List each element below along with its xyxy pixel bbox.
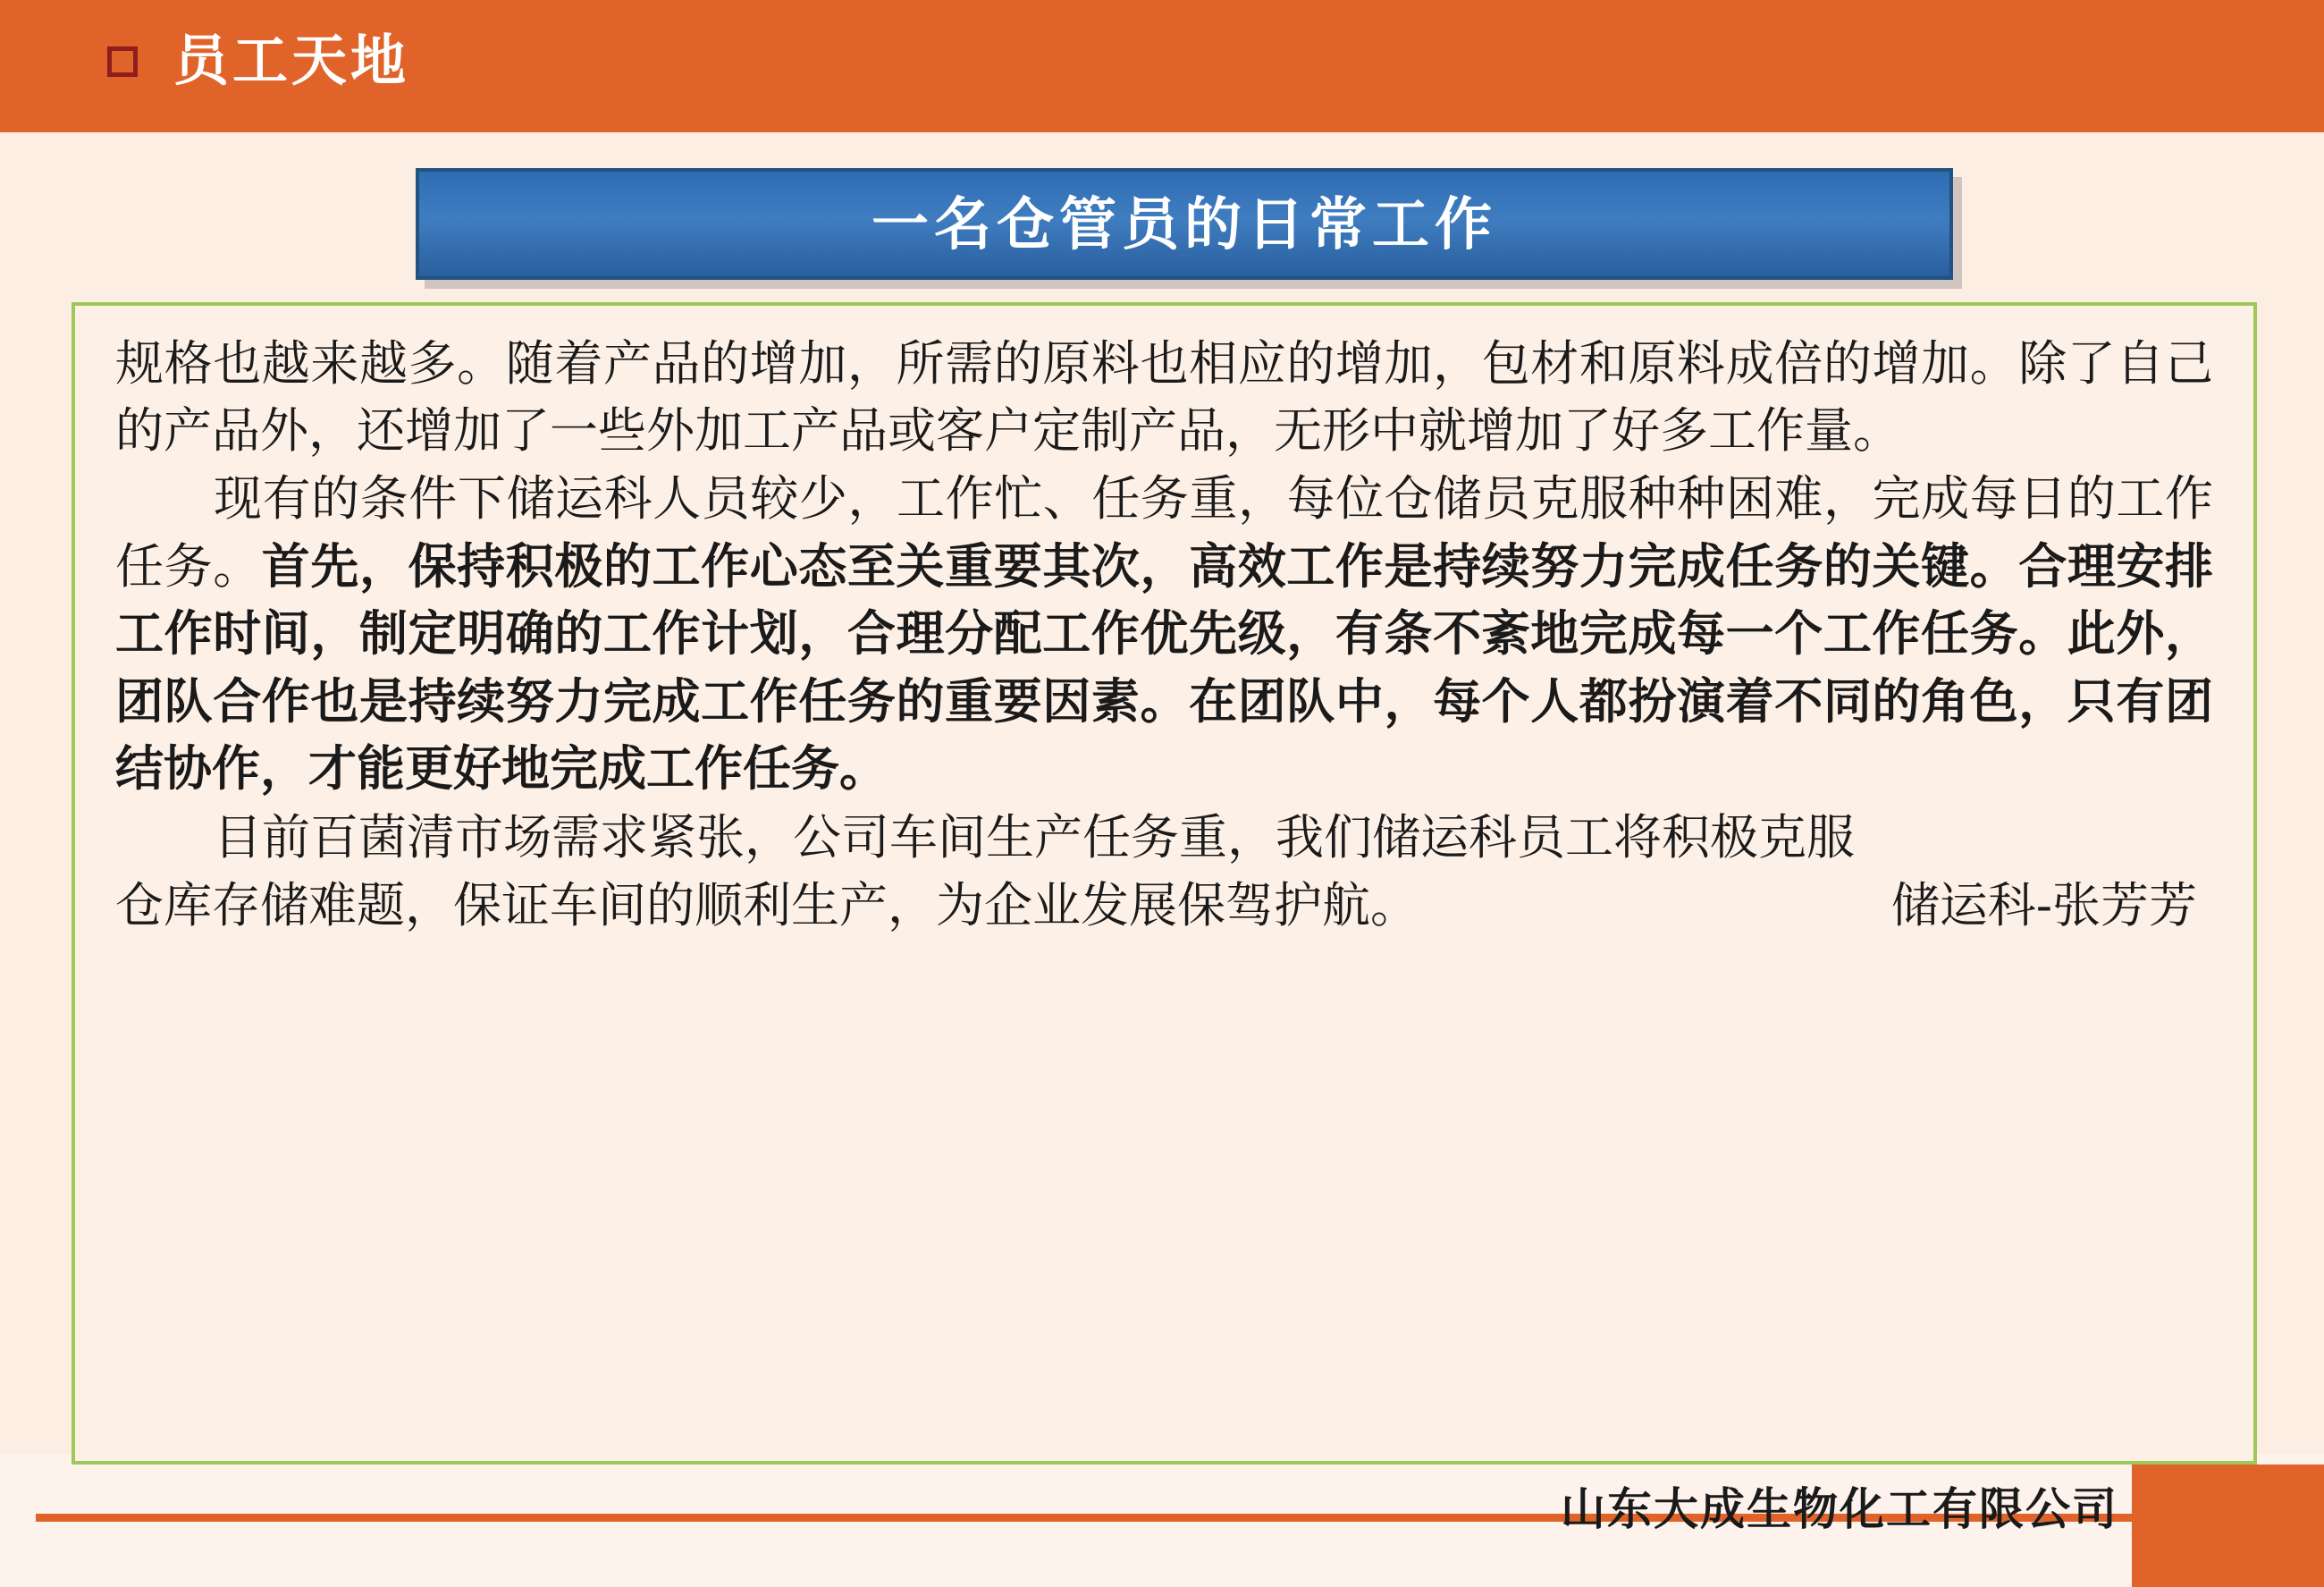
header-band — [0, 0, 2324, 132]
slide-body — [0, 132, 2324, 1534]
footer-company-name: 山东大成生物化工有限公司 — [1561, 1484, 2118, 1534]
paragraph-3: 目前百菌清市场需求紧张，公司车间生产任务重，我们储运科员工将积极克服 — [214, 808, 1855, 865]
author-signature: 储运科-张芳芳 — [1890, 877, 2197, 934]
header-inner — [107, 30, 410, 92]
section-title-text: 一名仓管员的日常工作 — [872, 191, 1497, 257]
article-content-box — [72, 302, 2257, 1465]
closing-line — [115, 873, 2213, 940]
paragraph-2-normal: 现有的条件下储运科人员较少，工作忙、任务重，每位仓储员克服种种困难，完成每日的工作任务。 — [115, 470, 2213, 595]
paragraph-2 — [115, 466, 2213, 803]
footer-accent-block — [2132, 1465, 2324, 1587]
page-title: 员工天地 — [173, 30, 410, 92]
paragraph-1: 规格也越来越多。随着产品的增加，所需的原料也相应的增加，包材和原料成倍的增加。除了自己的产品外，还增加了一些外加工产品或客户定制产品，无形中就增加了好多工作量。 — [115, 335, 2213, 459]
closing-text: 仓库存储难题，保证车间的顺利生产，为企业发展保驾护航。 — [115, 877, 1419, 934]
paragraph-2-bold: 首先，保持积极的工作心态至关重要其次，高效工作是持续努力完成任务的关键。合理安排工作时间，制定明确的工作计划，合理分配工作优先级，有条不紊地完成每一个工作任务。此外，团队合作也是持续努力完成工作任务的重要因素。在团队中，每个人都扮演着不同的角色，只有团结协作，才能更好地完成工作任务。 — [115, 536, 2214, 798]
square-outline-icon — [107, 46, 138, 77]
section-title-banner — [416, 168, 1953, 280]
